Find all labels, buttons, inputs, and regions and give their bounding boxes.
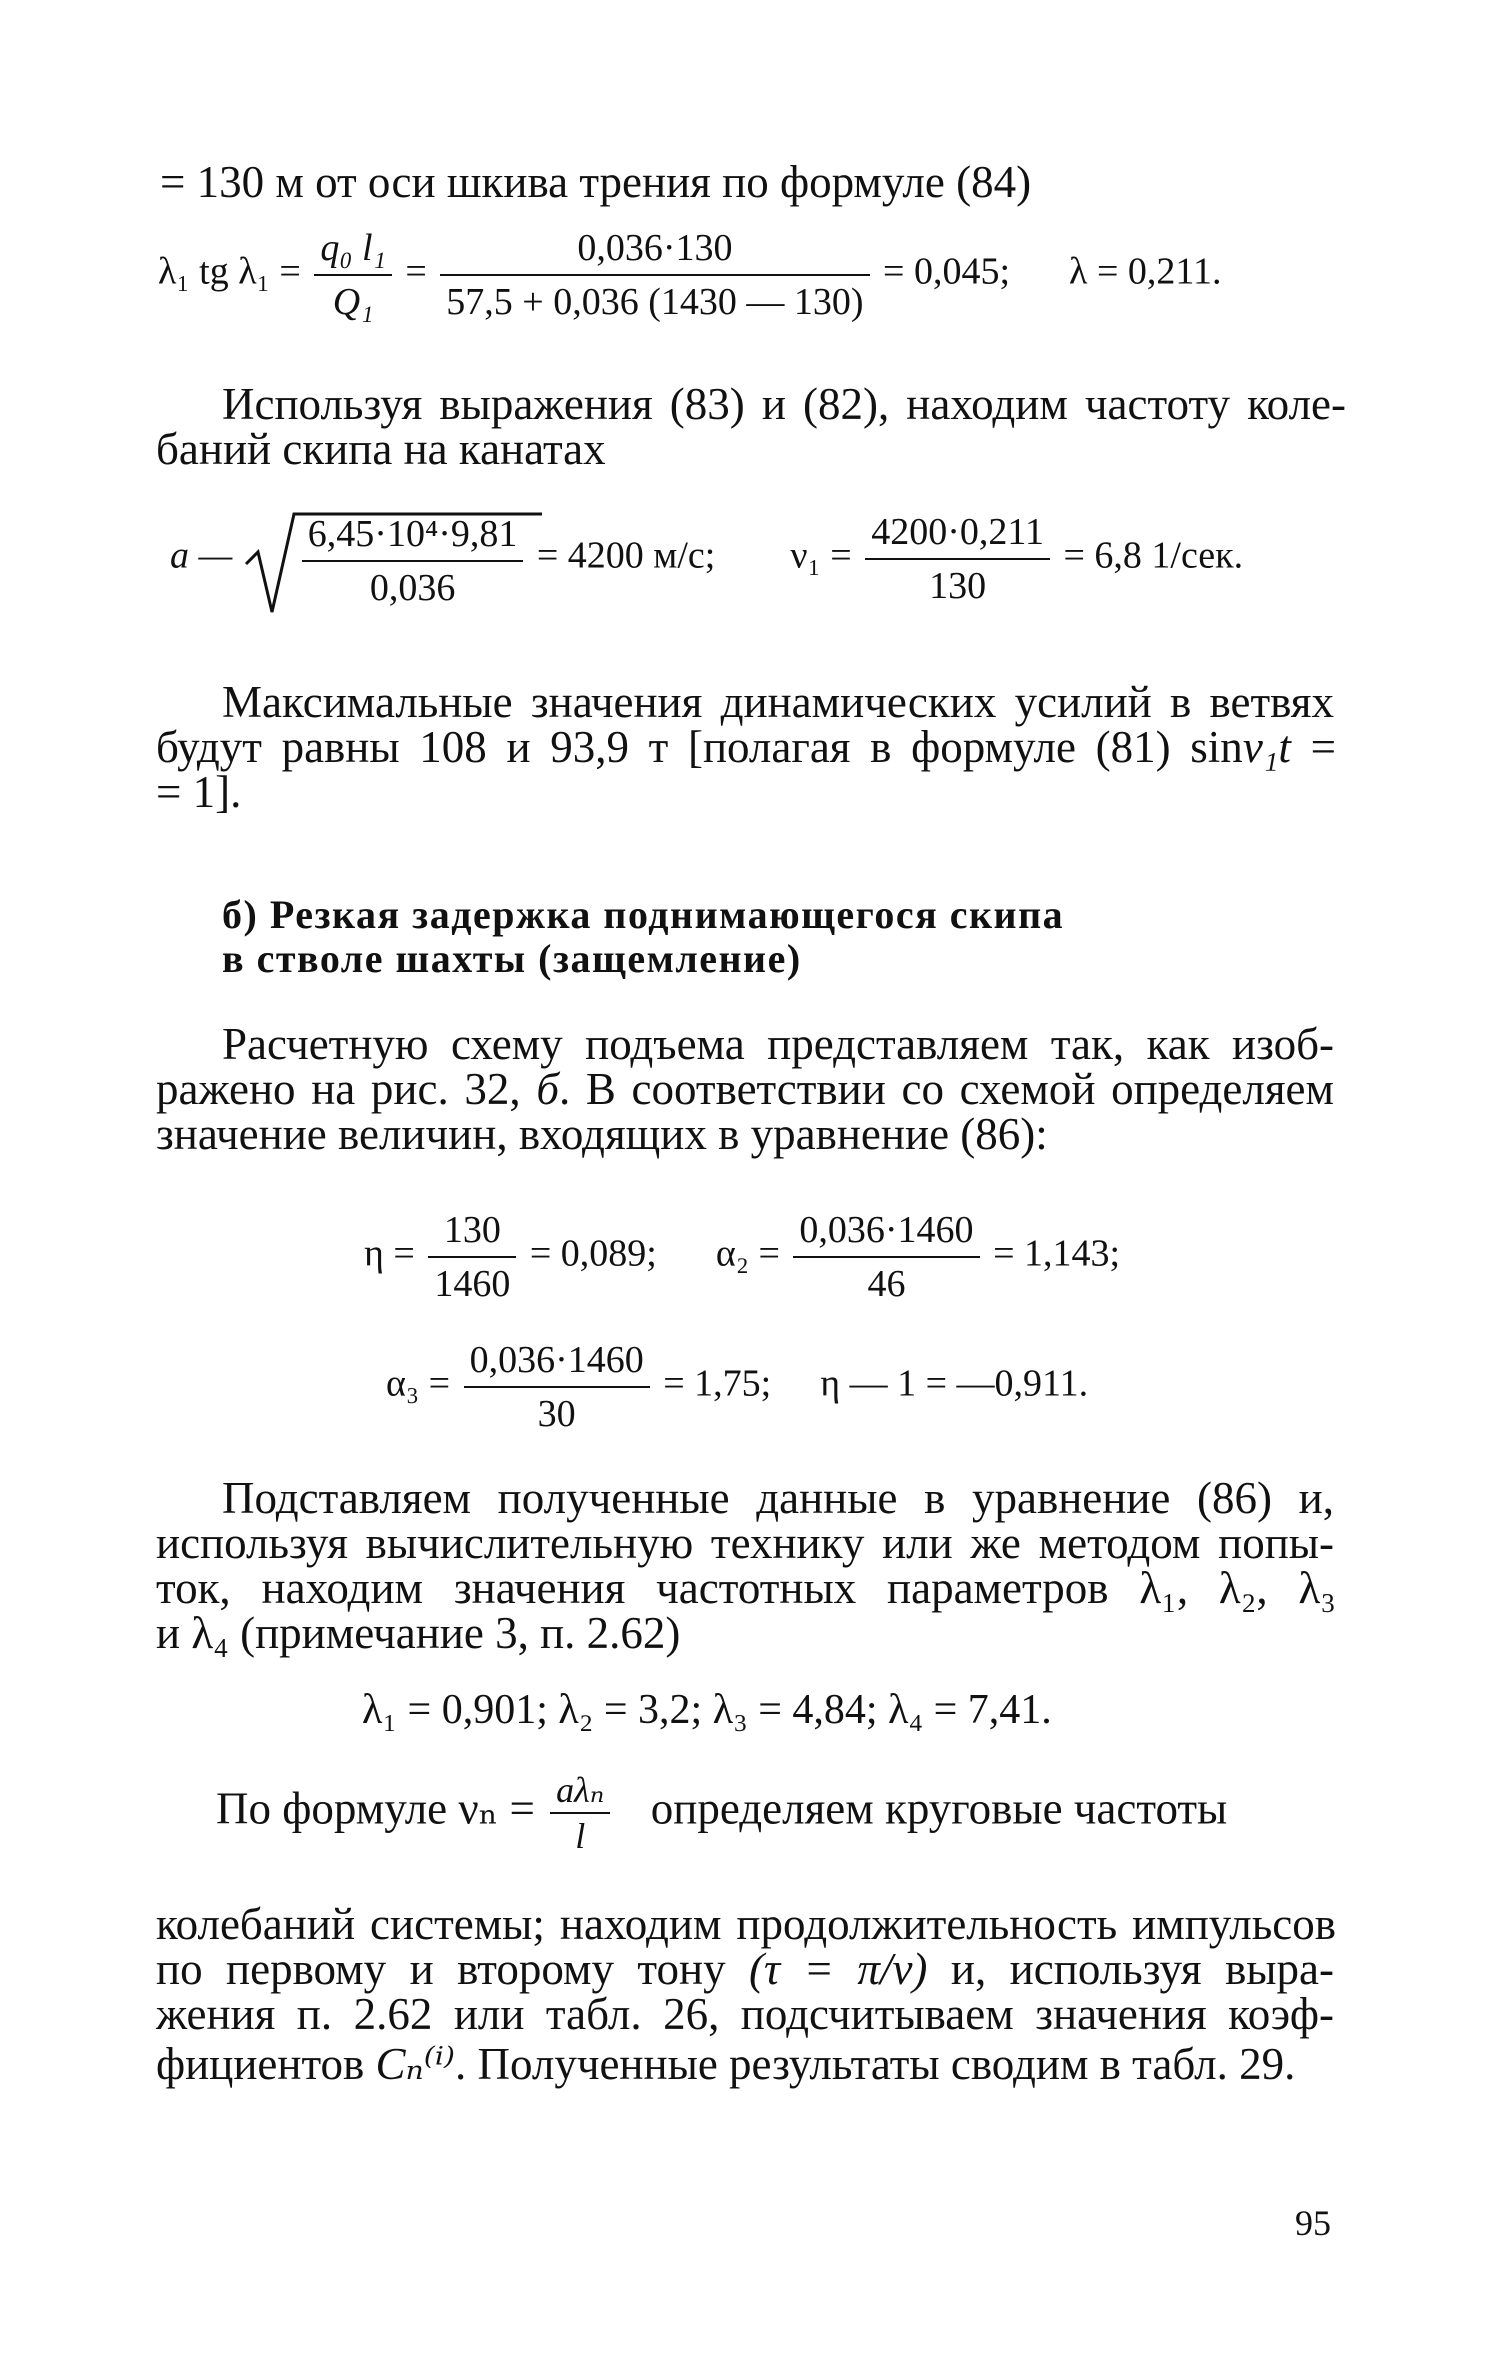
eq2-radicand-numerator: 6,45·10⁴·9,81	[302, 512, 524, 562]
text-line-1: = 130 м от оси шкива трения по формуле (84)	[160, 157, 1032, 207]
inline-lambda4: λ₄	[191, 1608, 229, 1658]
eq2-result-1: = 4200 м/с;	[536, 534, 716, 577]
eq3-frac1-denominator: 1460	[434, 1263, 511, 1305]
eq3-frac2-numerator: 0,036·1460	[793, 1208, 979, 1258]
eq1-frac2-denominator: 57,5 + 0,036 (1430 — 130)	[446, 281, 864, 323]
eq1-frac1-numerator: q₀ l₁	[314, 226, 391, 276]
eq1-frac1-denominator: Q₁	[332, 281, 374, 323]
eq2-radicand-denominator: 0,036	[369, 567, 456, 609]
eq1-lhs: λ₁ tg λ₁ =	[158, 250, 301, 293]
paragraph-3-line-2: ражено на рис. 32, б. В соответствии со схемой определяем	[156, 1064, 1335, 1114]
eq2-nu: ν₁ =	[790, 534, 852, 577]
eq3-fraction-1	[428, 1208, 516, 1306]
eq3-eta: η =	[364, 1232, 415, 1275]
page-number: 95	[1295, 2203, 1331, 2243]
paragraph-1-line-2: баний скипа на канатах	[156, 424, 606, 474]
equation-2	[170, 508, 1243, 610]
equation-1: λ₁ tg λ₁ = $\frac{\text{q₀ l₁}}{\text{Q₁}}$ = $\frac{0,036\cdot 130}{57,5 + 0,036 (1430 — 130)}$ = 0,045; λ = 0,211.	[158, 227, 1222, 323]
eq3-frac2-denominator: 46	[867, 1263, 906, 1305]
inline-nu-n: νₙ =	[458, 1783, 535, 1834]
eq2-frac-denominator: 130	[929, 565, 987, 607]
eq1-fraction-2	[440, 226, 869, 324]
inline-nu1t: ν₁t	[1242, 722, 1291, 772]
paragraph-2-line-2: будут равны 108 и 93,9 т [полагая в формуле (81) sinν₁t =	[156, 722, 1336, 772]
eq4-alpha3: α₃ =	[386, 1362, 451, 1405]
eq3-alpha2: α₂ =	[715, 1232, 780, 1275]
paragraph-6-line-1: колебаний системы; находим продолжительность импульсов	[156, 1899, 1336, 1949]
eq2-frac-numerator: 4200·0,211	[865, 510, 1050, 560]
eq2-result-2: = 6,8 1/сек.	[1063, 534, 1244, 577]
eq3-fraction-2	[793, 1208, 979, 1306]
paragraph-4-line-4: и λ₄ (примечание 3, п. 2.62)	[156, 1608, 681, 1658]
eq1-result: = 0,045;	[883, 250, 1011, 293]
inline-nu-fraction: $\frac{\text{aλₙ}}{l}$	[550, 1772, 610, 1854]
paragraph-6-line-4: фициентов Cₙ⁽ⁱ⁾. Полученные результаты сводим в табл. 29.	[156, 2039, 1296, 2089]
eq1-frac2-numerator: 0,036·130	[440, 226, 869, 276]
equation-4	[386, 1338, 1088, 1436]
paragraph-3-line-1: Расчетную схему подъема представляем так, как изоб-	[222, 1019, 1334, 1069]
square-root	[242, 508, 528, 610]
inline-lambdas: λ₁, λ₂, λ₃	[1139, 1563, 1336, 1613]
eq4-result-2: η — 1 = —0,911.	[820, 1362, 1089, 1405]
paragraph-6-line-3: жения п. 2.62 или табл. 26, подсчитываем значения коэф-	[156, 1989, 1334, 2039]
eq3-result-1: = 0,089;	[529, 1232, 657, 1275]
eq1-fraction-1	[314, 226, 391, 324]
eq4-fraction	[464, 1338, 650, 1436]
eq4-frac-numerator: 0,036·1460	[464, 1338, 650, 1388]
radical-sign-icon	[242, 508, 542, 618]
paragraph-6-line-2: по первому и второму тону (τ = π/ν) и, используя выра-	[156, 1944, 1335, 1994]
section-heading-line-2: в стволе шахты (защемление)	[222, 936, 802, 981]
paragraph-5-line-1: По формуле νₙ = $\frac{\text{aλₙ}}{l}$ определяем круговые частоты	[216, 1770, 1228, 1856]
eq3-result-2: = 1,143;	[993, 1232, 1121, 1275]
eq1-lambda: λ = 0,211.	[1069, 250, 1222, 293]
paragraph-1-line-1: Используя выражения (83) и (82), находим частоту коле-	[222, 379, 1346, 429]
eq3-frac1-numerator: 130	[428, 1208, 516, 1258]
eq4-result-1: = 1,75;	[663, 1362, 772, 1405]
equation-5: λ₁ = 0,901; λ₂ = 3,2; λ₃ = 4,84; λ₄ = 7,41.	[362, 1687, 1052, 1733]
paragraph-3-line-3: значение величин, входящих в уравнение (86):	[156, 1109, 1048, 1159]
equation-3	[364, 1208, 1120, 1306]
inline-coefficient: Cₙ⁽ⁱ⁾	[375, 2039, 455, 2089]
paragraph-2-line-1: Максимальные значения динамических усилий в ветвях	[222, 677, 1334, 727]
eq4-frac-denominator: 30	[537, 1393, 576, 1435]
section-heading-line-1: б) Резкая задержка поднимающегося скипа	[222, 892, 1065, 937]
eq2-lhs: a —	[170, 534, 233, 577]
inline-tau: (τ = π/ν)	[749, 1944, 928, 1994]
eq2-fraction	[865, 510, 1050, 608]
paragraph-4-line-2: используя вычислительную технику или же методом попы-	[156, 1518, 1334, 1568]
paragraph-4-line-3: ток, находим значения частотных параметров λ₁, λ₂, λ₃	[156, 1563, 1336, 1613]
paragraph-2-line-3: = 1].	[156, 767, 242, 817]
paragraph-4-line-1: Подставляем полученные данные в уравнение (86) и,	[222, 1473, 1334, 1523]
